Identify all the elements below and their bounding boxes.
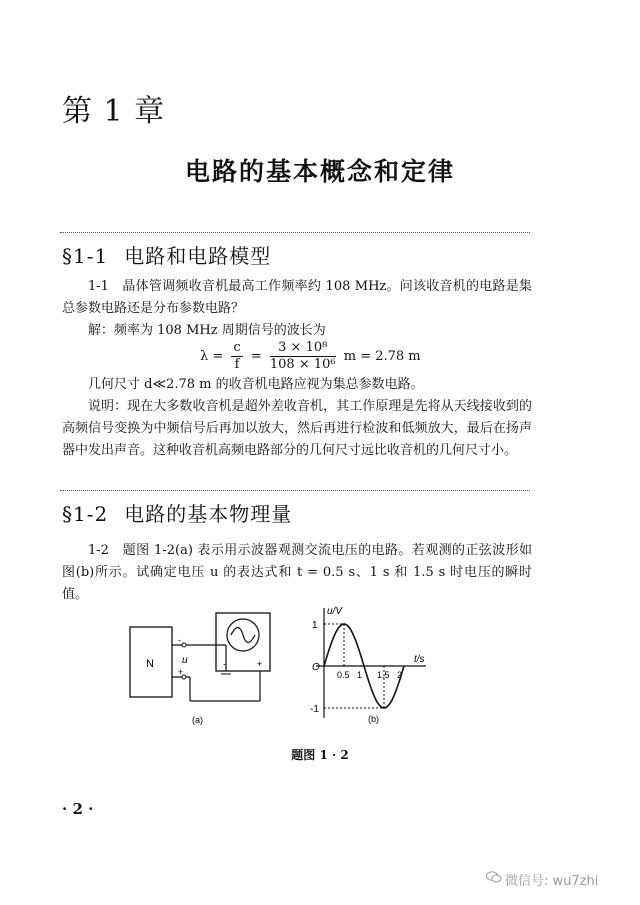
y-tick-label: 1 bbox=[312, 620, 318, 631]
wechat-icon bbox=[486, 871, 502, 883]
figure-a-label: (a) bbox=[192, 715, 203, 725]
x-tick-label: 0.5 bbox=[337, 670, 350, 680]
section-number: §1-2 bbox=[62, 502, 109, 526]
figure-b-label: (b) bbox=[368, 714, 379, 724]
page-number: · 2 · bbox=[62, 800, 94, 818]
fraction-numerator: c bbox=[233, 340, 241, 355]
data-point bbox=[323, 665, 325, 667]
fraction-numerator: 3 × 10⁸ bbox=[270, 340, 336, 357]
problem-1-text: 1-1 晶体管调频收音机最高工作频率约 108 MHz。问该收音机的电路是集总参数电路还是分布参数电路？ bbox=[62, 279, 532, 316]
section-heading-1 bbox=[62, 240, 271, 269]
sine-glyph bbox=[231, 628, 255, 643]
y-axis-label: u/V bbox=[327, 606, 343, 617]
note-text: 说明：现在大多数收音机是超外差收音机，其工作原理是先将从天线接收到的高频信号变换为中频信号后再加以放大，然后再进行检波和低频放大，最后在扬声器中发出声音。这种收音机高频电路部分的几何尺寸远比收音机的几何尺寸小。 bbox=[62, 399, 532, 458]
solution-intro: 解：频率为 108 MHz 周期信号的波长为 bbox=[88, 323, 326, 338]
circuit-figure bbox=[120, 605, 280, 730]
divider bbox=[60, 232, 530, 233]
fraction-values bbox=[270, 340, 336, 373]
section-number: §1-1 bbox=[62, 244, 109, 268]
fraction-denominator: f bbox=[234, 357, 240, 372]
problem-2-text: 1-2 题图 1-2(a) 表示用示波器观测交流电压的电路。若观测的正弦波形如图(b)所示。试确定电压 u 的表达式和 t = 0.5 s、1 s 和 1.5 s 时电压的瞬时值。 bbox=[62, 543, 532, 602]
fraction-c-f bbox=[231, 340, 242, 373]
formula-rhs: m = 2.78 m bbox=[343, 349, 421, 364]
origin-label: O bbox=[312, 662, 320, 673]
y-tick-label: -1 bbox=[310, 704, 319, 715]
chapter-title: 电路的基本概念和定律 bbox=[184, 157, 455, 186]
data-point bbox=[403, 665, 405, 667]
minus-sign: - bbox=[223, 659, 226, 669]
minus-sign: - bbox=[178, 635, 181, 645]
data-point bbox=[363, 665, 365, 667]
plus-sign: + bbox=[178, 667, 184, 677]
box-label: N bbox=[146, 658, 154, 670]
section-name: 电路和电路模型 bbox=[124, 244, 272, 268]
figure-caption: 题图 1 · 2 bbox=[291, 748, 349, 762]
plus-sign: + bbox=[257, 659, 263, 669]
x-tick-label: 2 bbox=[397, 670, 403, 680]
section-heading-2 bbox=[62, 498, 292, 527]
data-point bbox=[383, 707, 385, 709]
x-tick-label: 1 bbox=[357, 670, 363, 680]
chapter-heading: 第 1 章 bbox=[62, 94, 166, 129]
divider bbox=[60, 490, 530, 491]
fraction-denominator: 108 × 10⁶ bbox=[269, 357, 336, 372]
data-point bbox=[343, 623, 345, 625]
u-label: u bbox=[182, 655, 188, 666]
x-tick-label: 1.5 bbox=[377, 670, 390, 680]
section-name: 电路的基本物理量 bbox=[124, 502, 293, 526]
formula-lhs: λ = bbox=[200, 349, 224, 364]
x-axis-label: t/s bbox=[414, 654, 425, 665]
watermark-text: 微信号: wu7zhi bbox=[505, 874, 599, 889]
waveform-chart bbox=[290, 600, 460, 730]
conclusion-text: 几何尺寸 d≪2.78 m 的收音机电路应视为集总参数电路。 bbox=[88, 377, 424, 392]
wavelength-formula: λ = $\frac{c}{f}$ = $\frac{\text{3 × 10⁸}}{\text{108 × 10⁶}}$ m = 2.78 m bbox=[200, 340, 421, 372]
